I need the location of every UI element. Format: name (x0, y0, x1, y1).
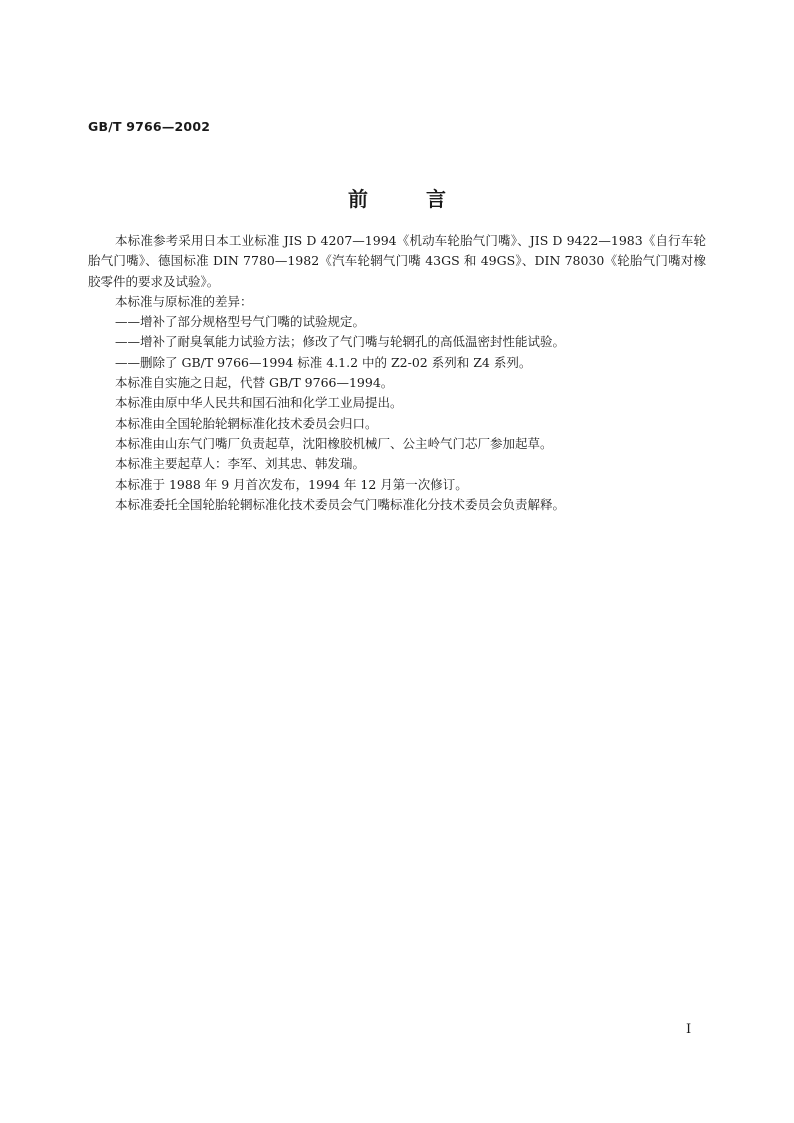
standard-code: GB/T 9766—2002 (88, 119, 211, 134)
list-item-difference: ——增补了部分规格型号气门嘴的试验规定。 (115, 314, 366, 330)
page-number: I (686, 1022, 692, 1037)
paragraph-reference-standards: 本标准参考采用日本工业标准 JIS D 4207—1994《机动车轮胎气门嘴》、JIS D 9422—1983《自行车轮胎气门嘴》、德国标准 DIN 7780—1982《汽车轮辋气门嘴 43GS 和 49GS》、DIN 78030《轮胎气门嘴对橡胶零件的要求及试验》。 (88, 233, 706, 289)
paragraph-drafting-units: 本标准由山东气门嘴厂负责起草，沈阳橡胶机械厂、公主岭气门芯厂参加起草。 (115, 435, 553, 451)
list-item-difference: ——删除了 GB/T 9766—1994 标准 4.1.2 中的 Z2-02 系列和 Z4 系列。 (115, 354, 532, 370)
paragraph-interpretation: 本标准委托全国轮胎轮辋标准化技术委员会气门嘴标准化分技术委员会负责解释。 (115, 496, 566, 512)
foreword-body (88, 231, 706, 515)
list-item-difference: ——增补了耐臭氧能力试验方法；修改了气门嘴与轮辋孔的高低温密封性能试验。 (115, 334, 566, 350)
paragraph-proposer: 本标准由原中华人民共和国石油和化学工业局提出。 (115, 395, 403, 411)
paragraph-publication-history: 本标准于 1988 年 9 月首次发布，1994 年 12 月第一次修订。 (115, 476, 468, 492)
paragraph-replacement: 本标准自实施之日起，代替 GB/T 9766—1994。 (115, 375, 394, 391)
paragraph-jurisdiction: 本标准由全国轮胎轮辋标准化技术委员会归口。 (115, 415, 378, 431)
paragraph-drafters: 本标准主要起草人：李军、刘其忠、韩发瑞。 (115, 456, 366, 472)
paragraph-differences-intro: 本标准与原标准的差异： (115, 293, 253, 309)
page-title: 前言 (348, 187, 504, 211)
